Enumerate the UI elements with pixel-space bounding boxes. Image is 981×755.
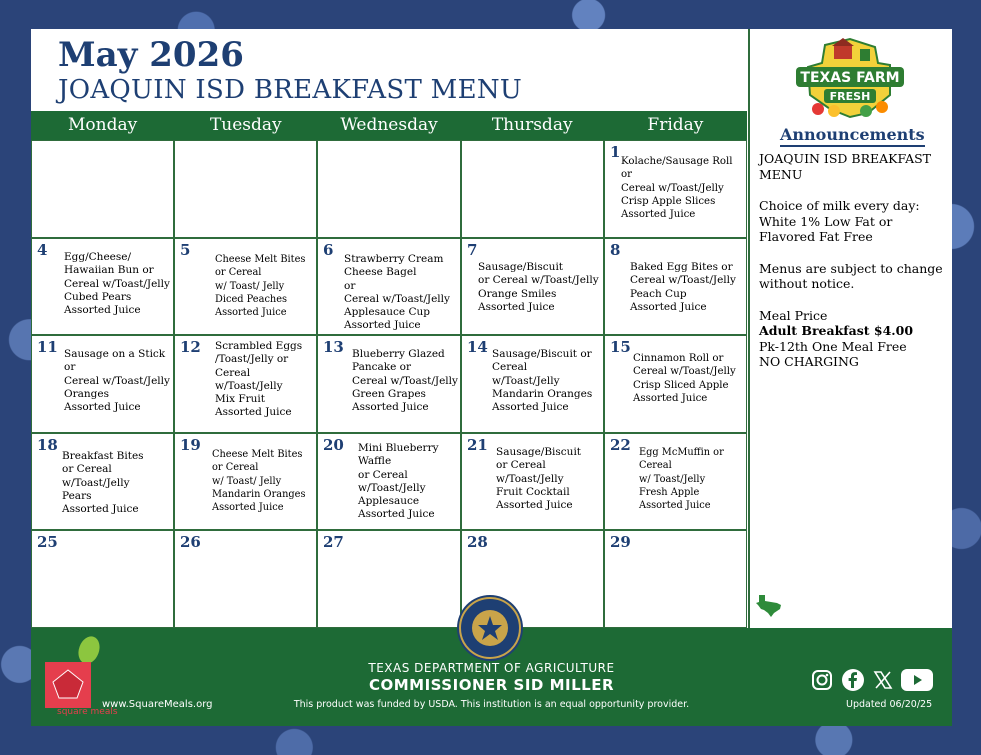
announcement-change: Menus are subject to change without notice. xyxy=(759,260,943,291)
calendar-day-cell xyxy=(31,530,174,628)
calendar-day-cell xyxy=(31,140,174,238)
calendar-day-cell xyxy=(604,335,747,433)
texas-state-icon xyxy=(755,593,783,617)
day-number: 7 xyxy=(467,241,478,259)
day-number: 13 xyxy=(323,338,344,356)
calendar-day-cell xyxy=(317,433,461,530)
day-number: 22 xyxy=(610,436,631,454)
day-number: 12 xyxy=(180,338,201,356)
menu-items: Blueberry Glazed Pancake or Cereal w/Toast/Jelly Green Grapes Assorted Juice xyxy=(352,348,458,414)
calendar-day-cell xyxy=(317,238,461,335)
no-charging-note: NO CHARGING xyxy=(759,354,859,369)
calendar-day-cell xyxy=(604,433,747,530)
svg-text:square meals: square meals xyxy=(57,707,118,717)
day-number: 20 xyxy=(323,436,344,454)
menu-items: Kolache/Sausage Roll or Cereal w/Toast/Jelly Crisp Apple Slices Assorted Juice xyxy=(621,156,733,221)
menu-items: Cheese Melt Bites or Cereal w/ Toast/ Jelly Mandarin Oranges Assorted Juice xyxy=(212,449,306,514)
announcements-title: Announcements xyxy=(780,125,925,147)
student-meal-note: Pk-12th One Meal Free xyxy=(759,338,907,354)
x-icon[interactable] xyxy=(873,670,893,694)
youtube-icon[interactable] xyxy=(901,669,933,695)
calendar-day-cell xyxy=(31,433,174,530)
svg-text:TEXAS FARM: TEXAS FARM xyxy=(800,70,900,86)
calendar-day-cell xyxy=(604,140,747,238)
day-number: 28 xyxy=(467,533,488,551)
calendar-day-cell xyxy=(174,335,317,433)
calendar-day-cell xyxy=(604,238,747,335)
day-number: 1 xyxy=(610,143,621,161)
menu-items: Egg/Cheese/ Hawaiian Bun or Cereal w/Toast/Jelly Cubed Pears Assorted Juice xyxy=(64,251,170,317)
usda-disclaimer: This product was funded by USDA. This institution is an equal opportunity provider. xyxy=(293,699,690,710)
menu-items: Baked Egg Bites or Cereal w/Toast/Jelly Peach Cup Assorted Juice xyxy=(630,261,736,313)
calendar-day-cell xyxy=(461,433,604,530)
calendar-day-cell xyxy=(174,433,317,530)
tda-title: TEXAS DEPARTMENT OF AGRICULTURE xyxy=(368,661,615,675)
month-title: May 2026 xyxy=(58,35,244,75)
sidebar xyxy=(748,29,952,628)
menu-items: Sausage/Biscuit or Cereal w/Toast/Jelly Fruit Cocktail Assorted Juice xyxy=(496,446,582,512)
day-monday: Monday xyxy=(67,115,138,135)
day-number: 4 xyxy=(37,241,48,259)
calendar-day-cell xyxy=(317,530,461,628)
day-number: 18 xyxy=(37,436,58,454)
calendar-day-cell xyxy=(317,335,461,433)
square-meals-url[interactable]: www.SquareMeals.org xyxy=(102,699,213,710)
day-number: 6 xyxy=(323,241,334,259)
tda-seal xyxy=(456,594,524,662)
day-number: 27 xyxy=(323,533,344,551)
svg-text:FRESH: FRESH xyxy=(829,90,871,103)
day-wednesday: Wednesday xyxy=(340,115,438,135)
calendar-day-cell xyxy=(31,335,174,433)
day-number: 11 xyxy=(37,338,58,356)
calendar-day-cell xyxy=(174,140,317,238)
calendar-day-cell xyxy=(461,335,604,433)
announcements-body xyxy=(759,151,951,370)
calendar-day-cell xyxy=(31,238,174,335)
adult-breakfast-price: Adult Breakfast $4.00 xyxy=(759,323,914,338)
commissioner-name: COMMISSIONER SID MILLER xyxy=(368,676,614,694)
texas-farm-fresh-logo xyxy=(790,35,910,121)
title-area xyxy=(31,29,747,111)
menu-items: Scrambled Eggs /Toast/Jelly or Cereal w/Toast/Jelly Mix Fruit Assorted Juice xyxy=(215,340,303,419)
menu-items: Mini Blueberry Waffle or Cereal w/Toast/Jelly Applesauce Assorted Juice xyxy=(358,442,439,521)
day-number: 15 xyxy=(610,338,631,356)
day-number: 26 xyxy=(180,533,201,551)
day-number: 25 xyxy=(37,533,58,551)
announcement-menu-name: JOAQUIN ISD BREAKFAST MENU xyxy=(759,151,932,182)
calendar-day-cell xyxy=(461,238,604,335)
menu-items: Strawberry Cream Cheese Bagel or Cereal w/Toast/Jelly Applesauce Cup Assorted Juice xyxy=(344,253,450,332)
social-icons xyxy=(811,668,933,696)
calendar-grid xyxy=(31,140,747,628)
menu-items: Sausage on a Stick or Cereal w/Toast/Jelly Oranges Assorted Juice xyxy=(64,348,170,414)
day-friday: Friday xyxy=(647,115,704,135)
menu-items: Sausage/Biscuit or Cereal w/Toast/Jelly Mandarin Oranges Assorted Juice xyxy=(492,348,593,414)
calendar-day-cell xyxy=(461,140,604,238)
announcement-milk: Choice of milk every day: White 1% Low Fat or Flavored Fat Free xyxy=(759,198,920,244)
menu-items: Sausage/Biscuit or Cereal w/Toast/Jelly Orange Smiles Assorted Juice xyxy=(478,261,599,313)
updated-date: Updated 06/20/25 xyxy=(846,699,933,710)
day-number: 5 xyxy=(180,241,191,259)
facebook-icon[interactable] xyxy=(841,668,865,696)
day-number: 19 xyxy=(180,436,201,454)
calendar-day-cell xyxy=(174,238,317,335)
menu-items: Breakfast Bites or Cereal w/Toast/Jelly Pears Assorted Juice xyxy=(62,450,144,516)
day-tuesday: Tuesday xyxy=(209,115,282,135)
menu-subtitle: JOAQUIN ISD BREAKFAST MENU xyxy=(58,75,523,105)
menu-items: Egg McMuffin or Cereal w/ Toast/Jelly Fresh Apple Assorted Juice xyxy=(639,447,724,512)
menu-items: Cheese Melt Bites or Cereal w/ Toast/ Jelly Diced Peaches Assorted Juice xyxy=(215,254,306,319)
day-thursday: Thursday xyxy=(491,115,573,135)
day-number: 29 xyxy=(610,533,631,551)
day-number: 14 xyxy=(467,338,488,356)
instagram-icon[interactable] xyxy=(811,669,833,695)
calendar-day-cell xyxy=(317,140,461,238)
day-number: 8 xyxy=(610,241,621,259)
calendar-day-cell xyxy=(604,530,747,628)
day-number: 21 xyxy=(467,436,488,454)
weekday-header xyxy=(31,111,747,140)
calendar-day-cell xyxy=(174,530,317,628)
menu-items: Cinnamon Roll or Cereal w/Toast/Jelly Crisp Sliced Apple Assorted Juice xyxy=(633,353,736,404)
meal-price-label: Meal Price xyxy=(759,307,828,323)
